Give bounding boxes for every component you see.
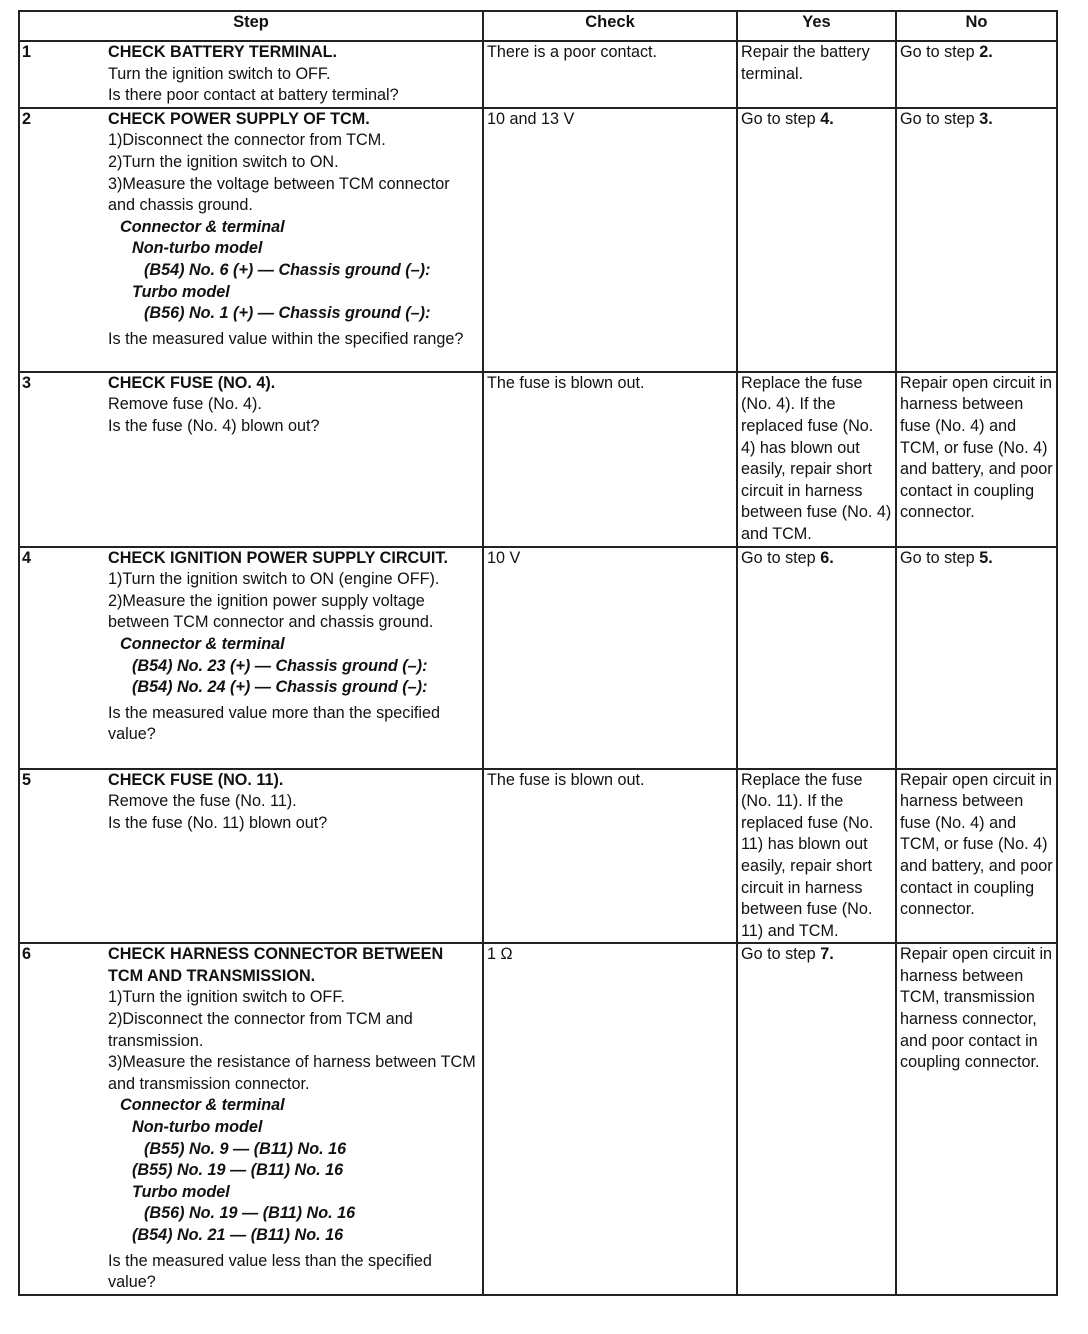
header-step: Step (19, 11, 483, 41)
header-row (19, 11, 1057, 41)
yes-text: Go to step (741, 548, 821, 567)
no-cell (896, 41, 1057, 108)
no-cell: Repair open circuit in harness between TCM, transmission harness connector, and poor contact in coupling connector. (896, 943, 1057, 1295)
yes-step-ref: 7. (820, 945, 834, 964)
step-question: Is the measured value less than the specified value? (108, 1251, 432, 1292)
step-title: CHECK IGNITION POWER SUPPLY CIRCUIT. (108, 548, 448, 567)
step-cell (19, 547, 483, 769)
no-text: Go to step (900, 109, 980, 128)
yes-text: Go to step (741, 945, 821, 964)
connector-terminal-label: Connector & terminal (120, 217, 285, 236)
model-label: Turbo model (132, 282, 230, 301)
table-row-6 (19, 943, 1057, 1295)
step-instruction: 1)Turn the ignition switch to ON (engine OFF). (108, 570, 440, 589)
step-instruction: 2)Measure the ignition power supply voltage between TCM connector and chassis ground. (108, 591, 434, 632)
check-cell: The fuse is blown out. (483, 769, 737, 944)
model-label: Non-turbo model (132, 1118, 263, 1137)
terminal-spec: (B55) No. 19 — (B11) No. 16 (132, 1161, 344, 1180)
step-instruction: 2)Disconnect the connector from TCM and transmission. (108, 1010, 413, 1050)
step-question: Is the fuse (No. 11) blown out? (108, 813, 328, 832)
terminal-spec: (B54) No. 23 (+) — Chassis ground (–): (132, 656, 428, 675)
step-instruction: Remove the fuse (No. 11). (108, 792, 297, 811)
header-check: Check (483, 11, 737, 41)
yes-step-ref: 4. (820, 109, 834, 128)
table-row-3 (19, 372, 1057, 547)
table-row-5 (19, 769, 1057, 944)
check-cell: 10 and 13 V (483, 108, 737, 372)
terminal-spec: (B56) No. 19 — (B11) No. 16 (144, 1204, 356, 1223)
terminal-spec: (B54) No. 6 (+) — Chassis ground (–): (144, 260, 431, 279)
step-cell (19, 41, 483, 108)
no-step-ref: 5. (979, 548, 993, 567)
step-cell (19, 943, 483, 1295)
step-title: CHECK HARNESS CONNECTOR BETWEEN TCM AND TRANSMISSION. (108, 945, 444, 985)
no-cell: Repair open circuit in harness between fuse (No. 4) and TCM, or fuse (No. 4) and battery, and poor contact in coupling connector. (896, 372, 1057, 547)
diagnostic-table (18, 10, 1058, 1296)
yes-cell (737, 547, 896, 769)
check-cell: There is a poor contact. (483, 41, 737, 108)
model-label: Turbo model (132, 1182, 230, 1201)
connector-terminal-label: Connector & terminal (120, 1096, 285, 1115)
yes-cell (737, 108, 896, 372)
step-title: CHECK FUSE (NO. 4). (108, 373, 276, 392)
step-question: Is the measured value within the specified range? (108, 329, 464, 348)
step-number: 2 (22, 109, 32, 128)
no-step-ref: 2. (979, 43, 993, 61)
step-instruction: 3)Measure the resistance of harness between TCM and transmission connector. (108, 1053, 476, 1093)
terminal-spec: (B54) No. 24 (+) — Chassis ground (–): (132, 678, 428, 697)
step-question: Is the fuse (No. 4) blown out? (108, 416, 320, 435)
step-number: 3 (22, 373, 32, 392)
step-instruction: 3)Measure the voltage between TCM connector and chassis ground. (108, 174, 450, 215)
no-step-ref: 3. (979, 109, 993, 128)
check-cell: 10 V (483, 547, 737, 769)
step-instruction: 1)Disconnect the connector from TCM. (108, 131, 386, 150)
step-instruction: 1)Turn the ignition switch to OFF. (108, 988, 345, 1007)
step-number: 4 (22, 548, 32, 567)
no-text: Go to step (900, 43, 980, 61)
yes-cell: Replace the fuse (No. 11). If the replaced fuse (No. 11) has blown out easily, repair short circuit in harness between fuse (No. 11) and TCM. (737, 769, 896, 944)
step-instruction: Turn the ignition switch to OFF. (108, 64, 331, 83)
check-cell: 1 Ω (483, 943, 737, 1295)
step-question: Is the measured value more than the specified value? (108, 703, 441, 744)
step-number: 5 (22, 770, 32, 789)
step-number: 1 (22, 43, 32, 61)
step-cell (19, 769, 483, 944)
step-instruction: 2)Turn the ignition switch to ON. (108, 152, 339, 171)
header-yes: Yes (737, 11, 896, 41)
check-cell: The fuse is blown out. (483, 372, 737, 547)
terminal-spec: (B54) No. 21 — (B11) No. 16 (132, 1226, 344, 1244)
table-row-2 (19, 108, 1057, 372)
yes-cell: Replace the fuse (No. 4). If the replaced fuse (No. 4) has blown out easily, repair short circuit in harness between fuse (No. 4) and TCM. (737, 372, 896, 547)
table-row-4 (19, 547, 1057, 769)
step-title: CHECK FUSE (NO. 11). (108, 770, 284, 789)
connector-terminal-label: Connector & terminal (120, 634, 285, 653)
yes-cell (737, 943, 896, 1295)
no-cell (896, 547, 1057, 769)
yes-step-ref: 6. (820, 548, 834, 567)
no-text: Go to step (900, 548, 980, 567)
header-no: No (896, 11, 1057, 41)
table-row-1 (19, 41, 1057, 108)
no-cell: Repair open circuit in harness between fuse (No. 4) and TCM, or fuse (No. 4) and battery, and poor contact in coupling connector. (896, 769, 1057, 944)
step-number: 6 (22, 945, 32, 964)
terminal-spec: (B56) No. 1 (+) — Chassis ground (–): (144, 304, 431, 323)
step-title: CHECK POWER SUPPLY OF TCM. (108, 109, 370, 128)
terminal-spec: (B55) No. 9 — (B11) No. 16 (144, 1139, 347, 1158)
yes-cell: Repair the battery terminal. (737, 41, 896, 108)
no-cell (896, 108, 1057, 372)
yes-text: Go to step (741, 109, 821, 128)
step-question: Is there poor contact at battery terminal? (108, 86, 399, 105)
step-instruction: Remove fuse (No. 4). (108, 395, 262, 414)
diagnostic-table-page (18, 10, 1056, 1296)
step-title: CHECK BATTERY TERMINAL. (108, 43, 338, 61)
model-label: Non-turbo model (132, 239, 263, 258)
step-cell (19, 372, 483, 547)
step-cell (19, 108, 483, 372)
